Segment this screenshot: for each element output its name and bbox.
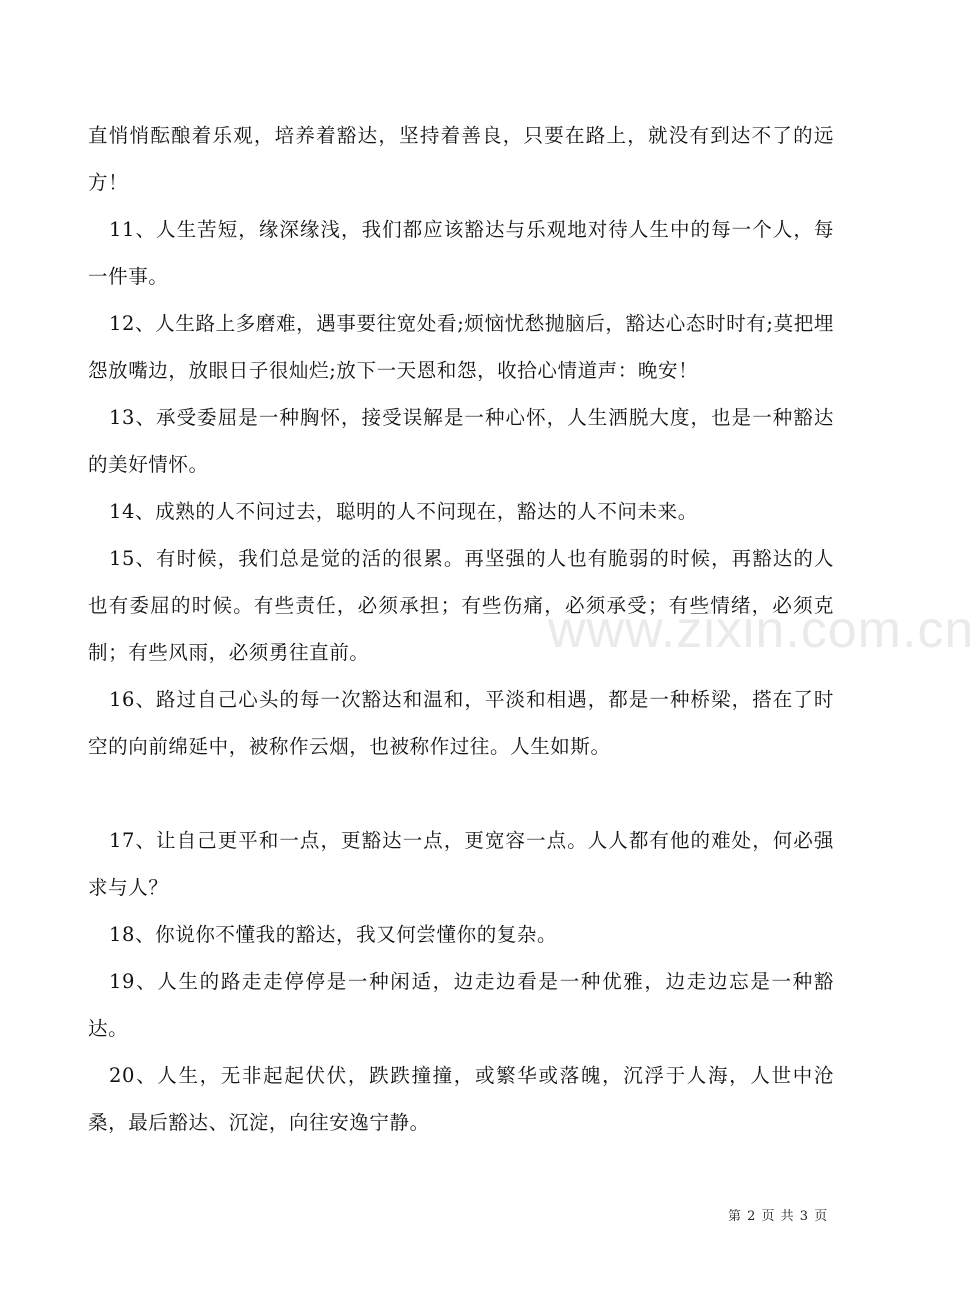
paragraph-item-16: 16、路过自己心头的每一次豁达和温和，平淡和相遇，都是一种桥梁，搭在了时空的向前绵延中，被称作云烟，也被称作过往。人生如斯。 — [88, 688, 834, 758]
paragraph-item-18: 18、你说你不懂我的豁达，我又何尝懂你的复杂。 — [109, 923, 558, 946]
paragraph-gap — [88, 770, 834, 817]
paragraph-item-14: 14、成熟的人不问过去，聪明的人不问现在，豁达的人不问未来。 — [109, 500, 698, 523]
paragraph-item-11: 11、人生苦短，缘深缘浅，我们都应该豁达与乐观地对待人生中的每一个人，每一件事。 — [88, 218, 834, 288]
paragraph-item-17: 17、让自己更平和一点，更豁达一点，更宽容一点。人人都有他的难处，何必强求与人？ — [88, 829, 834, 899]
paragraph-item-12: 12、人生路上多磨难，遇事要往宽处看;烦恼忧愁抛脑后，豁达心态时时有;莫把埋怨放嘴边，放眼日子很灿烂;放下一天恩和怨，收拾心情道声：晚安！ — [88, 312, 834, 382]
site-watermark: www.zixin.com.cn — [548, 601, 974, 659]
paragraph-item-19: 19、人生的路走走停停是一种闲适，边走边看是一种优雅，边走边忘是一种豁达。 — [88, 970, 834, 1040]
paragraph-item-13: 13、承受委屈是一种胸怀，接受误解是一种心怀，人生洒脱大度，也是一种豁达的美好情怀。 — [88, 406, 834, 476]
paragraph-item-20: 20、人生，无非起起伏伏，跌跌撞撞，或繁华或落魄，沉浮于人海，人世中沧桑，最后豁达、沉淀，向往安逸宁静。 — [88, 1064, 834, 1134]
paragraph-item-15: 15、有时候，我们总是觉的活的很累。再坚强的人也有脆弱的时候，再豁达的人也有委屈的时候。有些责任，必须承担；有些伤痛，必须承受；有些情绪，必须克制；有些风雨，必须勇往直前。 — [88, 547, 834, 664]
paragraph-continuation: 直悄悄酝酿着乐观，培养着豁达，坚持着善良，只要在路上，就没有到达不了的远方！ — [88, 124, 834, 194]
page-number-footer: 第 2 页 共 3 页 — [728, 1209, 829, 1224]
